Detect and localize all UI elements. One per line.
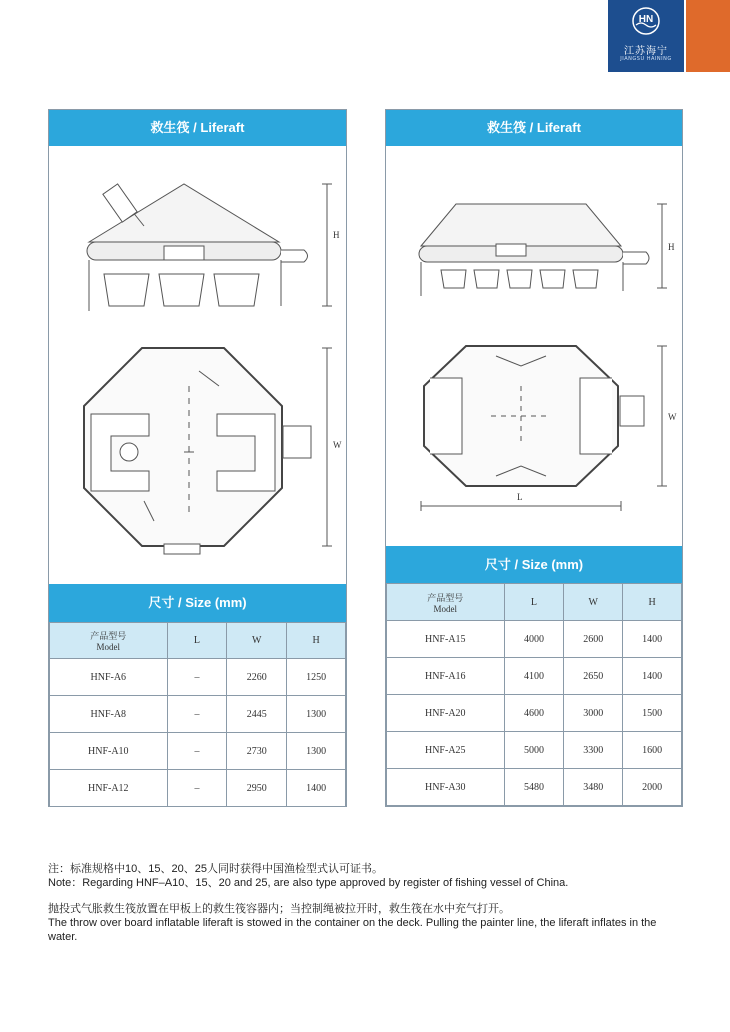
brand-monogram: HN [638,14,654,25]
cell-l: 4100 [504,658,564,695]
liferaft-drawing-small [49,146,346,584]
cell-l: 4600 [504,695,564,732]
table-row [50,770,346,807]
table-row [50,659,346,696]
cell-l: 5000 [504,732,564,769]
table-row [50,696,346,733]
cell-w: 3000 [564,695,623,732]
header-model-en: Model [96,642,121,652]
cell-model: HNF-A10 [50,733,168,770]
cell-h: 1400 [287,770,346,807]
header-model-cn: 产品型号 [90,632,127,642]
cell-w: 2950 [227,770,287,807]
cell-h: 1400 [623,658,682,695]
cell-w: 2650 [564,658,623,695]
cell-l: – [167,733,227,770]
cell-model: HNF-A12 [50,770,168,807]
note-2-en: The throw over board inflatable liferaft is stowed in the container on the deck. Pulling the painter line, the liferaft inflates in the water. [48,917,657,943]
table-header-row [50,623,346,659]
notes-section [48,862,688,944]
cell-model: HNF-A16 [387,658,505,695]
cell-w: 2260 [227,659,287,696]
cell-h: 2000 [623,769,682,806]
cell-h: 1300 [287,733,346,770]
table-row [387,658,682,695]
cell-model: HNF-A15 [387,621,505,658]
panel-title: 救生筏 / Liferaft [150,120,245,135]
size-table-small [49,622,346,807]
cell-h: 1500 [623,695,682,732]
brand-logo [608,0,684,72]
cell-w: 2445 [227,696,287,733]
cell-l: 5480 [504,769,564,806]
header-h: H [623,584,682,621]
size-table-large [386,583,682,806]
cell-h: 1600 [623,732,682,769]
cell-h: 1400 [623,621,682,658]
header-w: W [564,584,623,621]
header-model-cn: 产品型号 [427,593,464,604]
note-2-cn: 抛投式气胀救生筏放置在甲板上的救生筏容器内；当控制绳被拉开时，救生筏在水中充气打开。 [48,903,510,915]
table-header-row [387,584,682,621]
size-title-bar [49,584,346,622]
panel-title: 救生筏 / Liferaft [487,120,581,135]
cell-model: HNF-A20 [387,695,505,732]
cell-model: HNF-A8 [50,696,168,733]
header-l: L [167,623,227,659]
note-1-cn: 注：标准规格中10、15、20、25人同时获得中国渔检型式认可证书。 [48,863,383,875]
note-1-en: Note：Regarding HNF–A10、15、20 and 25, are also type approved by register of fishing vessel of China. [48,877,569,889]
table-row [387,732,682,769]
panel-title-bar [386,110,682,146]
header-model-en: Model [433,603,458,614]
dimension-h-label: H [668,242,675,252]
table-row [387,695,682,732]
size-title-bar [386,546,682,583]
brand-emblem-icon [632,7,660,35]
cell-w: 3480 [564,769,623,806]
brand-accent-block [686,0,730,72]
cell-w: 2600 [564,621,623,658]
header-l: L [504,584,564,621]
cell-l: – [167,659,227,696]
cell-w: 2730 [227,733,287,770]
dimension-w-label: W [668,412,677,422]
dimension-l-label: L [517,492,523,502]
cell-l: – [167,696,227,733]
brand-name-en: JIANGSU HAINING [620,56,672,62]
cell-l: – [167,770,227,807]
liferaft-drawing-large [386,146,682,546]
cell-h: 1250 [287,659,346,696]
panel-title-bar [49,110,346,146]
header-h: H [287,623,346,659]
size-title: 尺寸 / Size (mm) [148,595,247,610]
cell-model: HNF-A6 [50,659,168,696]
cell-l: 4000 [504,621,564,658]
liferaft-panel-large [385,109,683,807]
size-title: 尺寸 / Size (mm) [484,557,584,572]
dimension-h-label: H [333,230,340,240]
cell-model: HNF-A30 [387,769,505,806]
header-w: W [227,623,287,659]
cell-h: 1300 [287,696,346,733]
table-row [387,621,682,658]
brand-name-cn: 江苏海宁 [624,46,668,57]
header-model [50,623,168,659]
table-row [50,733,346,770]
liferaft-panel-small [48,109,347,807]
cell-model: HNF-A25 [387,732,505,769]
table-row [387,769,682,806]
dimension-w-label: W [333,440,342,450]
cell-w: 3300 [564,732,623,769]
header-model [387,584,505,621]
